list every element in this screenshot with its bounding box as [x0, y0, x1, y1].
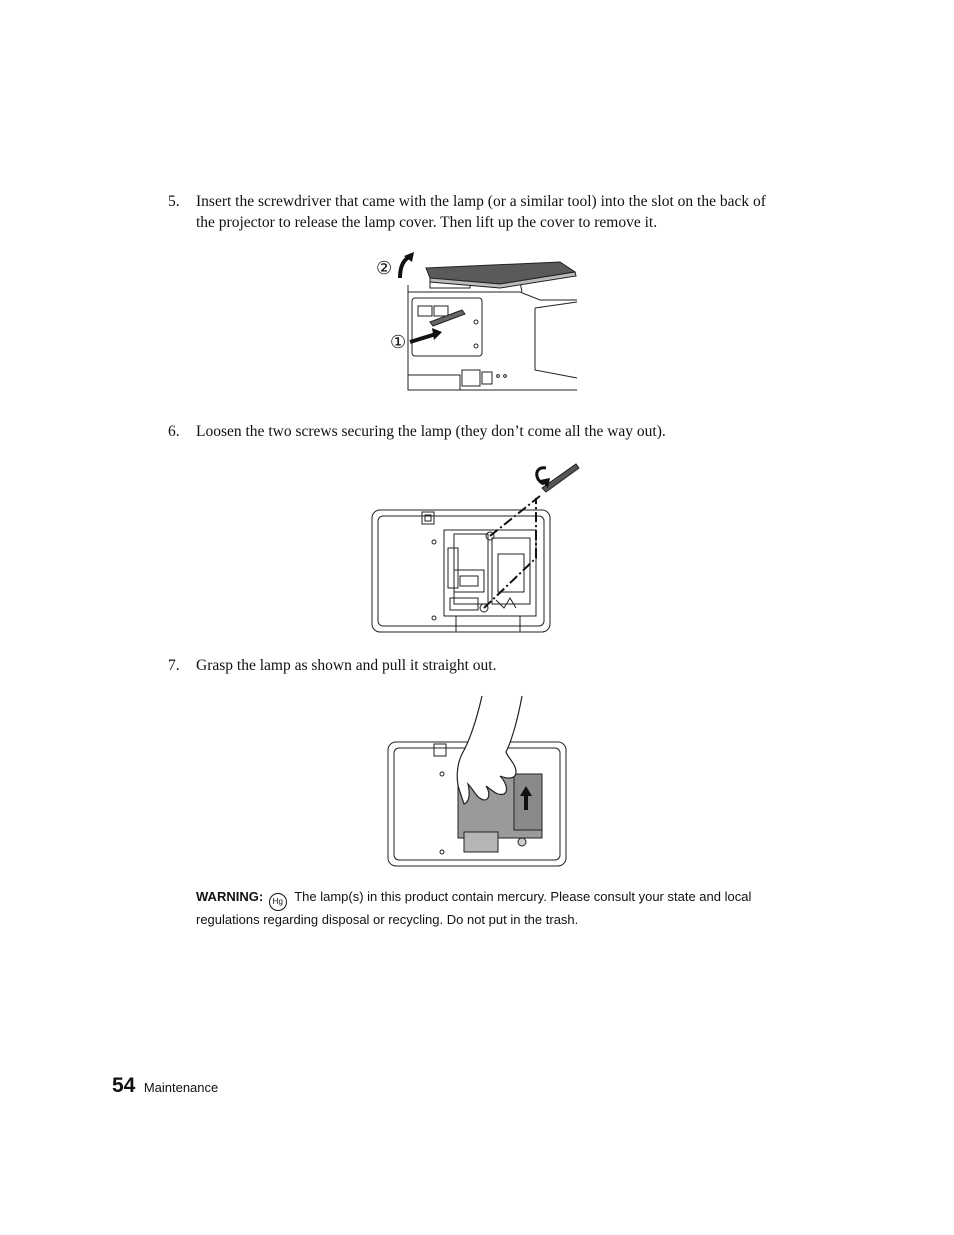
- step-5: [168, 191, 788, 233]
- step-6: [168, 421, 788, 442]
- pull-lamp-illustration: [386, 692, 570, 870]
- page-number: 54: [112, 1074, 136, 1097]
- step-number: 7.: [168, 657, 180, 674]
- mercury-warning: [196, 888, 776, 928]
- warning-label: WARNING:: [196, 889, 264, 904]
- step-number: 5.: [168, 193, 180, 210]
- warning-text: The lamp(s) in this product contain mercury. Please consult your state and local regulations regarding disposal or recycling. Do not put in the trash.: [196, 889, 752, 927]
- callout-2: ②: [376, 258, 393, 279]
- page-footer: [112, 1074, 218, 1098]
- step-text: Grasp the lamp as shown and pull it straight out.: [196, 657, 497, 674]
- loosen-screws-illustration: [370, 458, 582, 636]
- step-number: 6.: [168, 423, 180, 440]
- callout-1: ①: [390, 332, 407, 353]
- mercury-icon: Hg: [269, 893, 287, 911]
- step-text: Insert the screwdriver that came with the lamp (or a similar tool) into the slot on the back of the projector to release the lamp cover. Then lift up the cover to remove it.: [196, 193, 766, 231]
- step-7: [168, 655, 788, 676]
- section-name: Maintenance: [143, 1080, 219, 1095]
- step-text: Loosen the two screws securing the lamp (they don’t come all the way out).: [196, 423, 666, 440]
- lamp-cover-removal-illustration: [370, 250, 582, 400]
